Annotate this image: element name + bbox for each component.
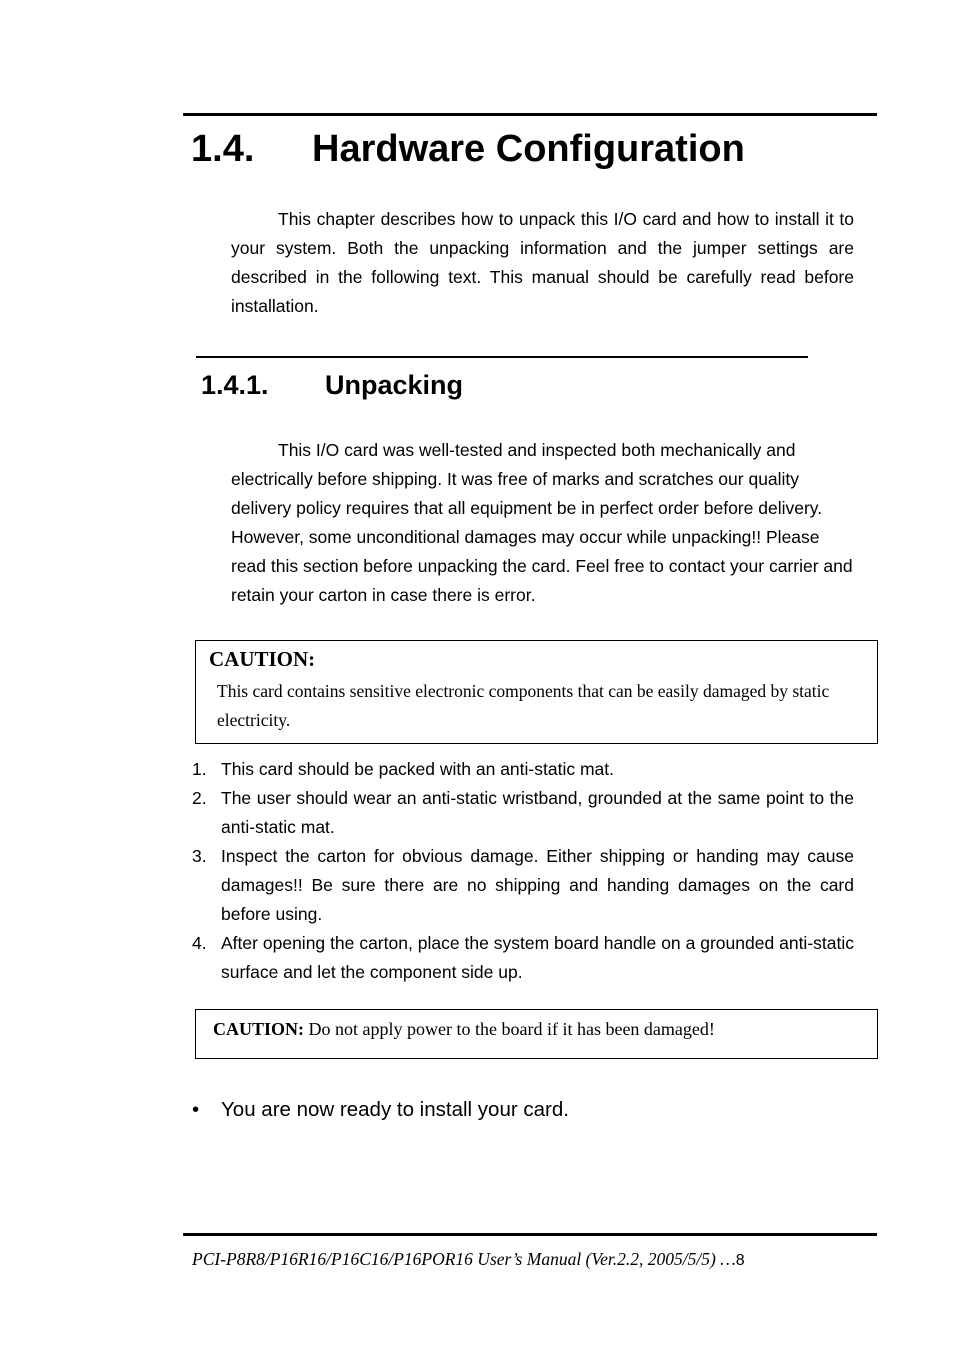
step-number: 3. [192,846,207,866]
subsection-title: Unpacking [325,370,464,400]
ready-text: You are now ready to install your card. [221,1098,569,1121]
step-number: 2. [192,788,207,808]
bullet-icon: • [192,1098,200,1121]
page-number: 8 [735,1252,745,1269]
section-intro: This chapter describes how to unpack this I/O card and how to install it to your system. Both the unpacking information and the jumper settings are described in the following text. This manual should be carefully read before installation. [231,209,854,316]
list-item [192,929,854,987]
footer [192,1249,745,1270]
footer-rule [183,1233,877,1236]
list-item [192,842,854,929]
unpacking-paragraph: This I/O card was well-tested and inspected both mechanically and electrically before shipping. It was free of marks and scratches our quality delivery policy requires that all equipment be in perfect order before delivery. However, some unconditional damages may occur while unpacking!! Please read this section before unpacking the card. Feel free to contact your carrier and retain your carton in case there is error. [231,440,853,605]
step-text: After opening the carton, place the system board handle on a grounded anti-static surface and let the component side up. [221,933,854,982]
caution-power-text: Do not apply power to the board if it has been damaged! [304,1019,715,1039]
step-text: Inspect the carton for obvious damage. Either shipping or handing may cause damages!! Be sure there are no shipping and handing damages on the card before using. [221,846,854,924]
subsection-rule [196,356,808,358]
section-title: Hardware Configuration [312,128,745,170]
step-number: 1. [192,759,207,779]
caution-text: This card contains sensitive electronic components that can be easily damaged by static electricity. [217,681,830,730]
unpacking-steps-list [192,755,854,987]
list-item [192,755,854,784]
caution-power-line [213,1019,715,1040]
list-item [192,784,854,842]
caution-box-power [195,1009,878,1059]
top-rule [183,113,877,116]
step-text: This card should be packed with an anti-static mat. [221,759,614,779]
footer-manual: PCI-P8R8/P16R16/P16C16/P16POR16 User’s Manual (Ver.2.2, 2005/5/5) … [192,1249,736,1269]
subsection-number: 1.4.1. [201,370,269,400]
caution-title: CAUTION: [209,647,316,671]
step-number: 4. [192,933,207,953]
step-text: The user should wear an anti-static wristband, grounded at the same point to the anti-static mat. [221,788,854,837]
caution-label: CAUTION: [213,1019,305,1039]
section-number: 1.4. [191,128,255,170]
caution-box-static [195,640,878,744]
